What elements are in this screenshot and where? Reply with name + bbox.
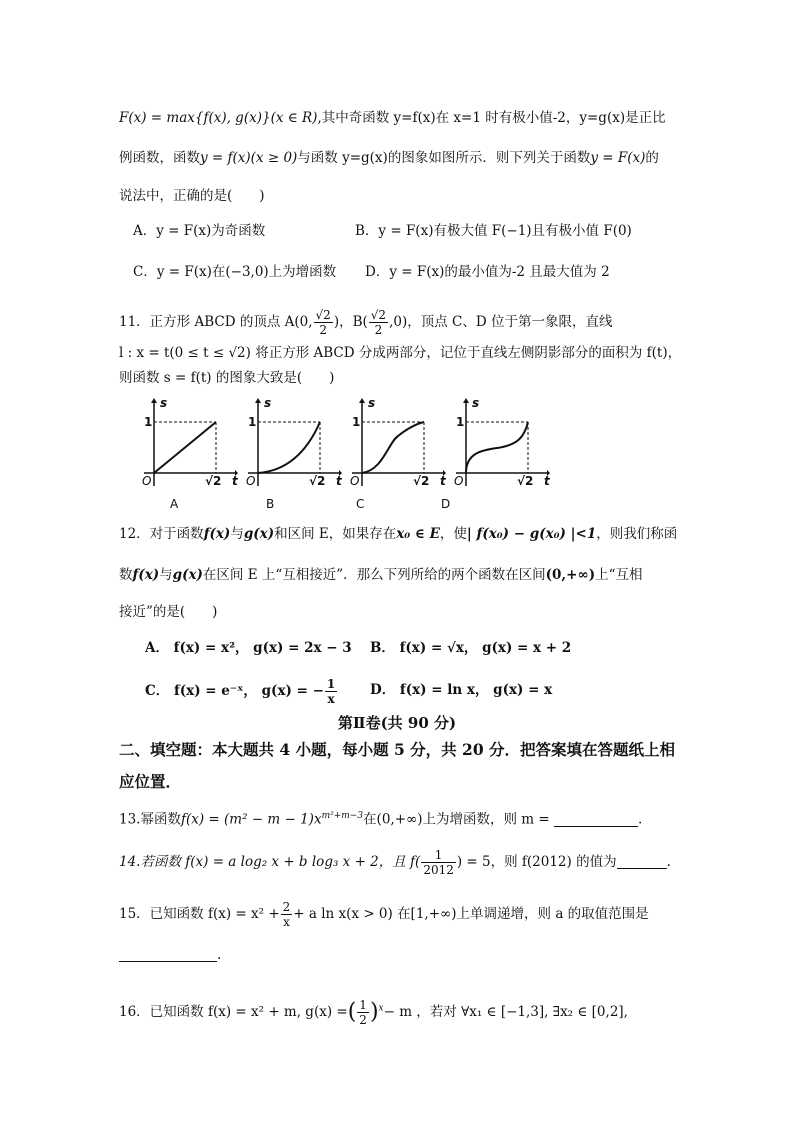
q11-frac-a-den: 2 <box>319 323 327 337</box>
q11-line3: 则函数 s = f(t) 的图象大致是( ) <box>119 370 335 386</box>
graph-a-origin: O <box>142 474 152 488</box>
q16-num: 1 <box>359 998 367 1012</box>
q12-l1-i: ，则我们称函 <box>596 526 678 542</box>
q10-option-b: B．y = F(x)有极大值 F(−1)且有极小值 F(0) <box>355 223 632 239</box>
graph-c-xr: √2 <box>413 474 430 488</box>
q12-l2-f: (0,+∞) <box>545 567 596 583</box>
q13-exp: m²+m−3 <box>321 811 364 821</box>
q15-end: . <box>217 947 222 963</box>
q14-num: 1 <box>421 848 456 863</box>
graph-d-t-label: t <box>544 474 550 488</box>
q16-frac <box>357 998 369 1027</box>
q13 <box>119 806 642 830</box>
q12-option-a: A． f(x) = x²， g(x) = 2x − 3 <box>145 640 352 656</box>
graph-c-y1: 1 <box>352 415 361 429</box>
q11-line1 <box>119 308 612 337</box>
q14-a: 14.若函数 f(x) = a log₂ x + b log₃ x + 2，且 f( <box>119 854 421 870</box>
q15-line2 <box>119 945 221 965</box>
q10-option-a: A．y = F(x)为奇函数 <box>133 223 266 239</box>
q12-opt-c-num: 1 <box>326 677 336 691</box>
q10-line3: 说法中，正确的是( ) <box>119 188 265 204</box>
q12-l2-d: g(x) <box>172 567 203 583</box>
q12-option-c <box>145 677 338 706</box>
q11-frac-a-num: √2 <box>315 308 331 322</box>
q15-b: + a ln x(x > 0) 在[1,+∞)上单调递增，则 a 的取值范围是 <box>293 906 649 922</box>
graph-a-y1: 1 <box>144 415 153 429</box>
graph-b-origin: O <box>246 474 256 488</box>
part2-title: 第Ⅱ卷(共 90 分) <box>337 714 457 732</box>
q11-line2: l : x = t(0 ≤ t ≤ √2) 将正方形 ABCD 分成两部分，记位于直线左侧阴影部分的面积为 f(t)， <box>119 345 682 361</box>
graph-caption-b: B <box>266 497 275 511</box>
q16-b: − m ，若对 ∀x₁ ∈ [−1,3], ∃x₂ ∈ [0,2], <box>383 1004 628 1020</box>
q15-a: 15．已知函数 f(x) = x² + <box>119 906 280 922</box>
q13-answer-blank[interactable] <box>554 812 638 827</box>
graph-c-s-label: s <box>368 396 376 410</box>
graph-caption-a: A <box>170 497 179 511</box>
q11-graph-d <box>452 398 550 490</box>
q15-answer-blank[interactable] <box>119 947 217 962</box>
graph-b-y1: 1 <box>248 415 257 429</box>
q10-line2 <box>119 148 659 168</box>
q12-option-d: D． f(x) = ln x， g(x) = x <box>370 682 553 698</box>
q12-opt-c-a: C． f(x) = e⁻ˣ， g(x) = − <box>145 683 324 699</box>
q13-a: 13.幂函数 <box>119 811 181 828</box>
q11-frac-a <box>314 308 333 337</box>
graph-d-xr: √2 <box>517 474 534 488</box>
q15-den: x <box>283 915 290 929</box>
q16-paren-open: ( <box>347 999 357 1025</box>
q12-l1-a: 12．对于函数 <box>119 526 204 542</box>
q12-l1-h: | f(x₀) − g(x₀) |<1 <box>466 526 597 542</box>
q12-line2 <box>119 565 643 585</box>
graph-b-xr: √2 <box>309 474 326 488</box>
q15-line1 <box>119 900 649 929</box>
q12-l1-b: f(x) <box>203 526 231 542</box>
q12-l2-c: 与 <box>159 567 173 583</box>
q15-num: 2 <box>282 900 291 914</box>
graph-a-xr: √2 <box>205 474 222 488</box>
q14-frac <box>421 848 456 877</box>
q11-graph-b <box>244 398 342 490</box>
q14-c: . <box>666 854 671 870</box>
q12-l2-g: 上“互相 <box>595 567 643 583</box>
q12-l1-d: g(x) <box>243 526 275 542</box>
graph-a-s-label: s <box>160 396 168 410</box>
q13-b: f(x) = (m² − m − 1)x <box>180 811 322 828</box>
q15-frac <box>281 900 293 929</box>
q10-line2-c: 与函数 y=g(x)的图象如图所示．则下列关于函数 <box>297 150 591 166</box>
q11-line1-a: 11．正方形 ABCD 的顶点 A(0, <box>119 314 313 330</box>
graph-b-t-label: t <box>336 474 342 488</box>
q13-d: . <box>638 811 643 828</box>
q12-line3: 接近”的是( ) <box>119 604 218 620</box>
q11-graph-a <box>140 398 238 490</box>
graph-a-t-label: t <box>232 474 238 488</box>
q11-frac-b-den: 2 <box>374 323 383 337</box>
q12-l2-a: 数 <box>119 567 133 583</box>
q14-answer-blank[interactable] <box>617 854 667 869</box>
q10-line2-e: 的 <box>645 150 659 166</box>
q10-line2-a: 例函数，函数 <box>119 150 200 166</box>
q12-opt-c-den: x <box>327 692 335 706</box>
q16 <box>119 998 628 1027</box>
section-heading-line1: 二、填空题：本大题共 4 小题，每小题 5 分，共 20 分．把答案填在答题纸上相 <box>119 740 676 759</box>
q16-paren-close: ) <box>369 999 379 1025</box>
q16-a: 16．已知函数 f(x) = x² + m, g(x) = <box>119 1004 348 1020</box>
q16-exp: x <box>378 1003 384 1014</box>
graph-c-origin: O <box>350 474 360 488</box>
graph-b-s-label: s <box>264 396 272 410</box>
q10-line1 <box>119 108 666 128</box>
graph-caption-c: C <box>356 497 365 511</box>
q12-l1-e: 和区间 E，如果存在 <box>274 526 397 542</box>
q12-option-b: B． f(x) = √x， g(x) = x + 2 <box>370 640 572 656</box>
q12-opt-c-frac <box>325 677 337 706</box>
q10-line2-d: y = F(x) <box>590 150 646 166</box>
q12-l1-c: 与 <box>230 526 244 542</box>
graph-caption-d: D <box>441 497 451 511</box>
q10-option-c: C．y = F(x)在(−3,0)上为增函数 <box>133 264 337 280</box>
q11-line1-c: ,0)，顶点 C、D 位于第一象限，直线 <box>389 314 613 330</box>
q12-l1-f: x₀ ∈ E <box>396 526 440 542</box>
q10-line1-formula: F(x) = max{f(x), g(x)}(x ∈ R) <box>119 110 318 126</box>
q12-line1 <box>119 524 677 544</box>
q14-b: ) = 5，则 f(2012) 的值为 <box>456 854 617 870</box>
q10-line2-b: y = f(x)(x ≥ 0) <box>200 150 298 166</box>
q12-l1-g: ，使 <box>439 526 467 542</box>
section-heading-line2: 应位置． <box>119 772 182 791</box>
q14 <box>119 848 671 877</box>
q11-graph-c <box>348 398 446 490</box>
q12-l2-b: f(x) <box>132 567 160 583</box>
q12-l2-e: 在区间 E 上“互相接近”．那么下列所给的两个函数在区间 <box>202 567 546 583</box>
q11-frac-b <box>369 308 388 337</box>
q14-den: 2012 <box>423 863 454 877</box>
q11-frac-b-num: √2 <box>370 308 387 322</box>
graph-d-s-label: s <box>472 396 480 410</box>
q13-c: 在(0,+∞)上为增函数，则 m = <box>363 811 555 828</box>
q10-option-d: D．y = F(x)的最小值为-2 且最大值为 2 <box>365 264 610 280</box>
graph-d-y1: 1 <box>456 415 465 429</box>
q16-den: 2 <box>359 1013 367 1027</box>
graph-d-origin: O <box>454 474 464 488</box>
q11-line1-b: )，B( <box>333 314 368 330</box>
graph-c-t-label: t <box>440 474 446 488</box>
q10-line1-text: ,其中奇函数 y=f(x)在 x=1 时有极小值-2，y=g(x)是正比 <box>317 110 666 126</box>
